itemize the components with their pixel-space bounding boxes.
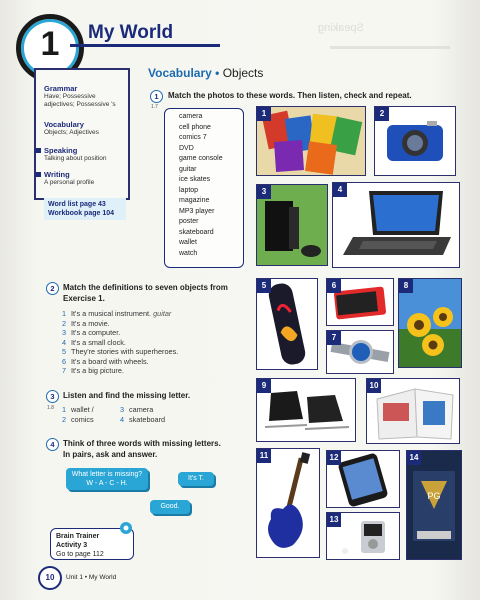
photo-badge: 9 xyxy=(257,379,271,393)
word-item: game console xyxy=(179,155,223,162)
item-number: 1 xyxy=(62,309,67,318)
word-list-link[interactable]: Word list page 43 xyxy=(48,201,106,208)
speech-bubble-question xyxy=(66,468,148,490)
speech-bubble-good: Good. xyxy=(150,500,190,514)
photo-badge: 2 xyxy=(375,107,389,121)
word-box xyxy=(164,108,244,268)
item-text: It's a computer. xyxy=(71,328,121,337)
photo-magazine xyxy=(366,378,460,444)
exercise-3-col1 xyxy=(62,405,94,424)
item-number: 2 xyxy=(62,414,67,424)
dvd-rating: PG xyxy=(427,491,441,501)
photo-camera xyxy=(374,106,456,176)
gear-icon xyxy=(118,520,134,536)
writing-detail: A personal profile xyxy=(44,179,95,186)
word-item: wallet xyxy=(179,239,197,246)
photo-cell-phone xyxy=(326,450,400,508)
item-number: 1 xyxy=(62,405,67,414)
track-1-8: 1.8 xyxy=(47,405,54,411)
photo-dvd xyxy=(406,450,462,560)
panel-writing xyxy=(44,170,94,187)
page-number: 10 xyxy=(38,566,62,590)
word-item: ice skates xyxy=(179,176,211,183)
vocabulary-detail: Objects; Adjectives xyxy=(44,129,99,136)
word-item: poster xyxy=(179,218,199,225)
panel-grammar xyxy=(44,84,124,109)
exercise-2-instruction-line2: Exercise 1. xyxy=(63,294,105,303)
item-text: wallet / xyxy=(71,405,94,414)
exercise-2-instruction-line1: Match the definitions to seven objects from xyxy=(63,283,228,292)
item-number: 3 xyxy=(62,328,67,337)
vocabulary-heading: Vocabulary xyxy=(44,120,84,129)
workbook-link[interactable]: Workbook page 104 xyxy=(48,210,115,217)
speaking-detail: Talking about position xyxy=(44,155,107,162)
exercise-2-item xyxy=(62,347,178,357)
grammar-heading: Grammar xyxy=(44,84,78,93)
exercise-1-instruction: Match the photos to these words. Then listen, check and repeat. xyxy=(168,91,412,100)
word-item: comics 7 xyxy=(179,134,207,141)
photo-badge: 1 xyxy=(257,107,271,121)
item-text: It's a movie. xyxy=(71,318,110,328)
exercise-2-item xyxy=(62,338,178,348)
bubble-question-line2: W - A - C - H. xyxy=(86,480,128,487)
exercise-2-item xyxy=(62,319,178,329)
photo-poster xyxy=(398,278,462,368)
word-list-box xyxy=(44,198,126,220)
exercise-2-item xyxy=(62,328,178,338)
exercise-2-item xyxy=(62,366,178,376)
photo-wallet xyxy=(326,278,394,326)
photo-badge: 6 xyxy=(327,279,341,293)
photo-guitar xyxy=(256,448,320,558)
item-number: 3 xyxy=(120,405,125,414)
writing-heading: Writing xyxy=(44,170,70,179)
photo-game-console xyxy=(256,184,328,266)
unit-contents-panel xyxy=(34,68,130,200)
word-item: watch xyxy=(179,249,198,257)
item-text: They're stories with superheroes. xyxy=(71,347,179,356)
photo-badge: 3 xyxy=(257,185,271,199)
photo-badge: 8 xyxy=(399,279,413,293)
page-title: My World xyxy=(88,22,174,43)
item-text: It's a musical instrument. xyxy=(71,309,152,318)
exercise-3-col2 xyxy=(120,405,165,424)
exercise-3-number: 3 xyxy=(46,390,59,403)
word-item: DVD xyxy=(179,144,194,152)
word-item: guitar xyxy=(179,165,197,173)
photo-watch xyxy=(326,330,394,374)
word-item: magazine xyxy=(179,197,210,204)
exercise-4-number: 4 xyxy=(46,438,59,451)
photo-badge: 5 xyxy=(257,279,271,293)
photo-badge: 10 xyxy=(367,379,381,393)
unit-number: 1 xyxy=(40,25,60,63)
word-item: camera xyxy=(179,113,203,120)
bleed-through-line xyxy=(330,46,450,49)
photo-ice-skates xyxy=(256,378,356,442)
brain-trainer-activity: Activity 3 xyxy=(56,542,88,549)
exercise-2-item xyxy=(62,309,178,319)
photo-skateboard xyxy=(256,278,318,370)
photo-badge: 13 xyxy=(327,513,341,527)
bubble-question-line1: What letter is missing? xyxy=(71,471,143,478)
photo-badge: 12 xyxy=(327,451,341,465)
item-number: 4 xyxy=(62,337,67,347)
item-text: skateboard xyxy=(129,414,166,424)
speech-bubble-answer: It's T. xyxy=(178,472,214,486)
item-number: 2 xyxy=(62,318,67,328)
exercise-2-list xyxy=(62,309,178,376)
section-heading: Vocabulary • Objects xyxy=(148,66,264,80)
panel-vocabulary xyxy=(44,120,99,137)
exercise-1-number: 1 xyxy=(150,90,163,103)
photo-badge: 14 xyxy=(407,451,421,465)
word-item: laptop xyxy=(179,186,199,194)
exercise-4-instruction-line2: In pairs, ask and answer. xyxy=(63,450,158,459)
exercise-4-instruction xyxy=(63,438,221,460)
photo-badge: 4 xyxy=(333,183,347,197)
item-text: It's a board with wheels. xyxy=(71,356,149,366)
track-1-7: 1.7 xyxy=(151,104,158,110)
item-number: 6 xyxy=(62,356,67,366)
exercise-2-number: 2 xyxy=(46,282,59,295)
footer-text: Unit 1 • My World xyxy=(66,574,117,581)
item-text: It's a small clock. xyxy=(71,337,126,347)
brain-trainer-page: Go to page 112 xyxy=(56,551,104,558)
item-number: 4 xyxy=(120,414,125,424)
exercise-2-instruction xyxy=(63,282,228,304)
grammar-detail: Have; Possessive adjectives; Possessive 's xyxy=(44,93,116,108)
example-answer: guitar xyxy=(153,309,172,318)
item-number: 5 xyxy=(62,347,67,356)
exercise-3-instruction: Listen and find the missing letter. xyxy=(63,391,191,400)
vocab-topic-text: Objects xyxy=(222,66,264,80)
title-underline xyxy=(70,44,220,47)
panel-speaking xyxy=(44,146,107,163)
exercise-4-instruction-line1: Think of three words with missing letters. xyxy=(63,439,221,448)
photo-comics xyxy=(256,106,366,176)
speaking-heading: Speaking xyxy=(44,146,78,155)
item-text: It's a big picture. xyxy=(71,366,124,375)
item-text: camera xyxy=(129,405,154,414)
photo-badge: 11 xyxy=(257,449,271,463)
photo-mp3-player xyxy=(326,512,400,560)
word-item: MP3 player xyxy=(179,207,215,215)
bleed-through-text: Speaking xyxy=(318,22,364,34)
exercise-2-item xyxy=(62,357,178,367)
word-item: cell phone xyxy=(179,123,211,131)
photo-laptop xyxy=(332,182,460,268)
item-number: 7 xyxy=(62,366,67,375)
vocab-heading-text: Vocabulary xyxy=(148,66,212,80)
bullet-square xyxy=(36,172,41,177)
photo-badge: 7 xyxy=(327,331,341,345)
brain-trainer-title: Brain Trainer xyxy=(56,533,100,540)
item-text: comics xyxy=(71,414,94,424)
word-item: skateboard xyxy=(179,228,214,236)
bullet-square xyxy=(36,148,41,153)
